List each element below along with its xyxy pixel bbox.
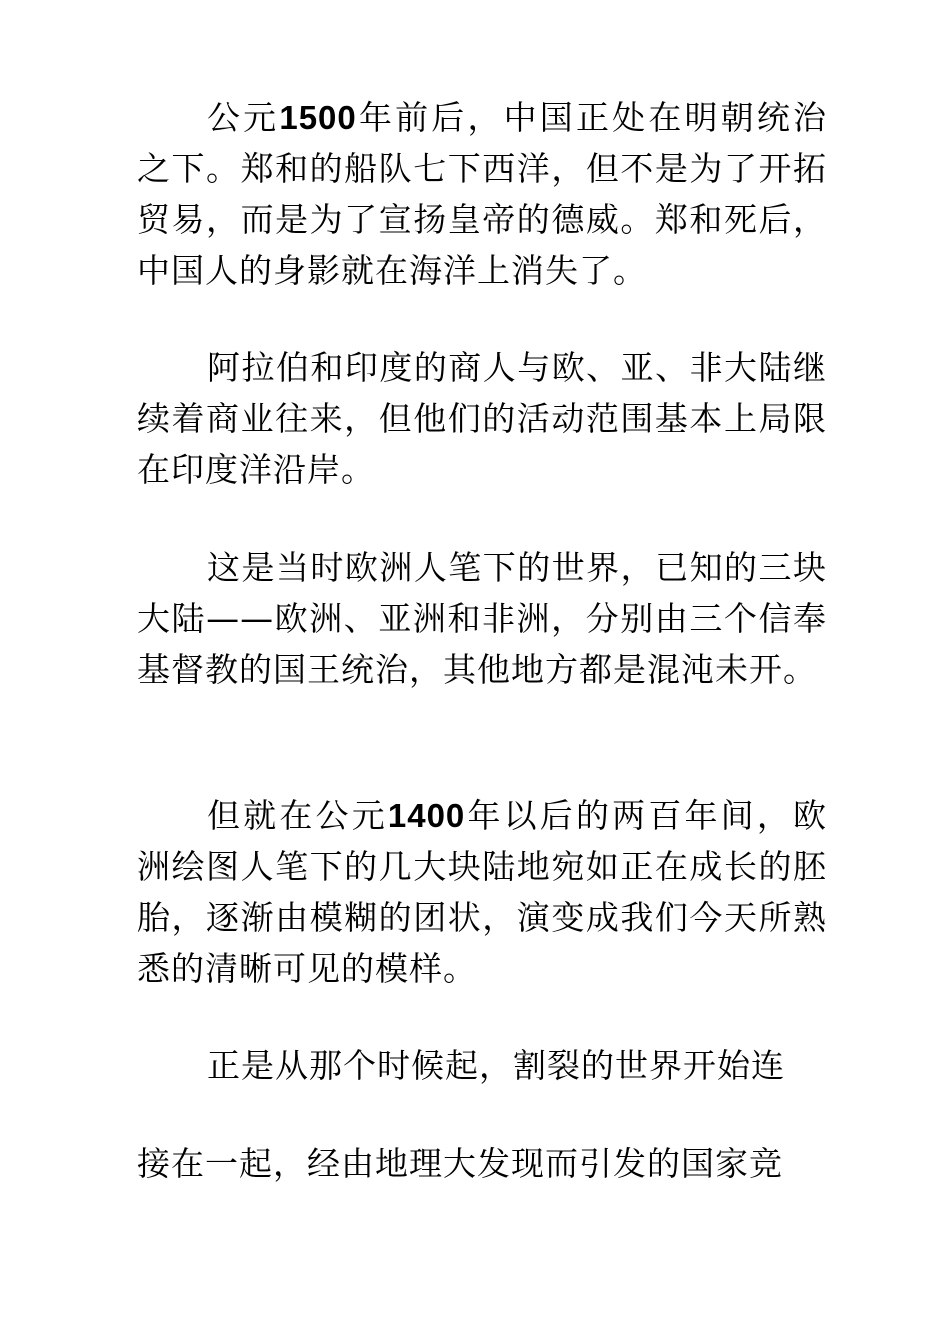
paragraph-1 xyxy=(137,92,827,296)
paragraph-4-lead: 但就在公元 xyxy=(207,796,388,835)
paragraph-4 xyxy=(137,790,827,994)
paragraph-2: 阿拉伯和印度的商人与欧、亚、非大陆继续着商业往来，但他们的活动范围基本上局限在印度洋沿岸。 xyxy=(137,348,827,489)
year-1500: 1500 xyxy=(279,99,357,136)
paragraph-3: 这是当时欧洲人笔下的世界，已知的三块大陆——欧洲、亚洲和非洲，分别由三个信奉基督教的国王统治，其他地方都是混沌未开。 xyxy=(137,548,827,689)
paragraph-6: 接在一起，经由地理大发现而引发的国家竞 xyxy=(137,1144,783,1183)
paragraph-1-lead: 公元 xyxy=(207,98,280,137)
paragraph-5: 正是从那个时候起，割裂的世界开始连 xyxy=(207,1046,785,1085)
paragraph-1-body: 年前后，中国正处在明朝统治之下。郑和的船队七下西洋，但不是为了开拓贸易，而是为了宣扬皇帝的德威。郑和死后，中国人的身影就在海洋上消失了。 xyxy=(137,98,827,290)
paragraph-4-body: 年以后的两百年间，欧洲绘图人笔下的几大块陆地宛如正在成长的胚胎，逐渐由模糊的团状，演变成我们今天所熟悉的清晰可见的模样。 xyxy=(137,796,827,988)
year-1400: 1400 xyxy=(387,797,466,834)
